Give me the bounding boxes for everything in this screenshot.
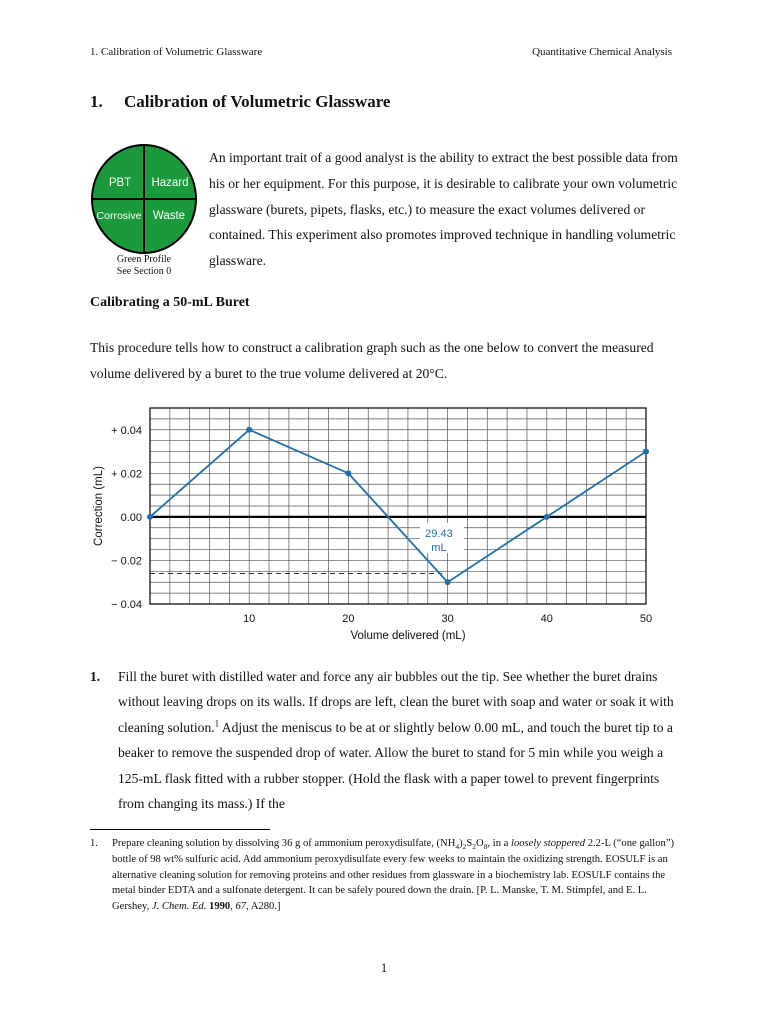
footnote-text-f: 2.2-L (“one gallon”) bottle of 98 wt% sulfuric acid. Add ammonium peroxydisulfate every few weeks to maintain the oxidizing strength. EOSULF is an alternative cleaning solution for removing proteins and other residues from glassware in a biochemistry lab. EOSULF contains the metal binder EDTA and a sulfonate detergent. It can be safely poured down the drain. [P. L. Manske, T. M. Stimpfel, and E. L. Gershey,	[112, 838, 675, 913]
quadrant-corrosive: Corrosive	[96, 210, 142, 222]
annotation-label-unit: mL	[431, 541, 447, 554]
title-text: Calibration of Volumetric Glassware	[124, 92, 391, 111]
data-point	[147, 514, 153, 520]
procedure-intro-paragraph: This procedure tells how to construct a calibration graph such as the one below to convert the measured volume delivered by a buret to the true volume delivered at 20°C.	[90, 340, 654, 381]
quadrant-waste: Waste	[152, 210, 186, 222]
running-header-left: 1. Calibration of Volumetric Glassware	[90, 46, 263, 58]
chart-labels	[93, 425, 652, 642]
step-1	[90, 664, 680, 816]
green-profile-caption-line1: Green Profile	[116, 254, 172, 265]
title-number: 1.	[90, 92, 103, 111]
footnote-text-c: S	[466, 838, 473, 849]
quadrant-hazard: Hazard	[151, 177, 189, 189]
x-tick-label: 10	[243, 613, 256, 625]
green-profile-caption	[90, 254, 198, 278]
annotation-label-value: 29.43	[425, 527, 453, 540]
data-point	[445, 579, 451, 585]
x-tick-label: 20	[342, 613, 355, 625]
y-tick-label: + 0.02	[111, 468, 142, 481]
page-title	[90, 92, 390, 112]
footnote-text-b: )	[459, 838, 463, 849]
data-point	[345, 470, 351, 476]
footnote-sub-4: 8	[483, 842, 488, 852]
x-tick-label: 30	[441, 613, 454, 625]
footnote-journal: J. Chem. Ed.	[151, 901, 207, 913]
footnote-text-i: , A280.]	[246, 901, 281, 913]
step-1-text-continued: Adjust the meniscus to be at or slightly below 0.00 mL, and touch the buret tip to a beaker to remove the suspended drop of water. Allow the buret to stand for 5 min while you weigh a 125-mL flask fitted with a rubber stopper. (Hold the flask with a paper towel to prevent fingerprints from changing its mass.) If the	[118, 719, 673, 812]
running-header-right: Quantitative Chemical Analysis	[532, 46, 672, 58]
chart-grid	[150, 408, 646, 604]
page-number: 1	[380, 960, 388, 975]
footnote-text-d: O	[476, 838, 484, 849]
footnote-1	[90, 836, 680, 915]
footnote-sub-3: 2	[472, 842, 477, 852]
intro-paragraph: An important trait of a good analyst is the ability to extract the best possible data from his or her equipment. For this purpose, it is desirable to calibrate your own volumetric glassware (burets, pipets, flasks, etc.) to measure the exact volumes delivered or contained. This experiment also promotes improved technique in handling volumetric glassware.	[209, 150, 678, 269]
data-point	[544, 514, 550, 520]
step-1-text: Fill the buret with distilled water and force any air bubbles out the tip. See whether the buret drains without leaving drops on its walls. If drops are left, clean the buret with soap and water or soak it with cleaning solution.	[118, 669, 674, 735]
step-1-number: 1.	[90, 669, 101, 684]
y-axis-label: Correction (mL)	[93, 466, 105, 546]
footnote-text-h: ,	[230, 901, 236, 913]
footnote-text-a: Prepare cleaning solution by dissolving 36 g of ammonium peroxydisulfate, (NH	[112, 838, 456, 849]
footnote-rule	[90, 829, 270, 830]
footnote-volume: 67	[235, 901, 247, 913]
data-point	[643, 449, 649, 455]
procedure-steps	[90, 664, 680, 816]
data-point	[246, 427, 252, 433]
y-tick-label: − 0.02	[111, 555, 142, 568]
footnote-sub-1: 4	[455, 842, 460, 852]
y-tick-label: + 0.04	[111, 424, 142, 437]
footnote-ref-1[interactable]: 1	[214, 718, 220, 729]
section-heading: Calibrating a 50-mL Buret	[90, 295, 250, 310]
footnote-year: 1990	[209, 901, 231, 913]
footnote-italic-loosely-stoppered: loosely stoppered	[511, 838, 586, 849]
quadrant-pbt: PBT	[108, 177, 132, 189]
x-tick-label: 50	[639, 613, 653, 625]
footnote-sub-2: 2	[462, 842, 467, 852]
x-tick-label: 40	[540, 613, 553, 625]
footnote-number: 1.	[90, 838, 98, 849]
y-tick-label: 0.00	[120, 511, 142, 524]
footnote-body	[112, 836, 680, 915]
green-profile-caption-line2: See Section 0	[116, 266, 172, 277]
footnote-text-e: , in a	[487, 838, 511, 849]
calibration-chart	[80, 396, 680, 646]
x-axis-label: Volume delivered (mL)	[350, 630, 466, 642]
green-profile-badge	[90, 143, 198, 255]
y-tick-label: − 0.04	[111, 599, 142, 611]
